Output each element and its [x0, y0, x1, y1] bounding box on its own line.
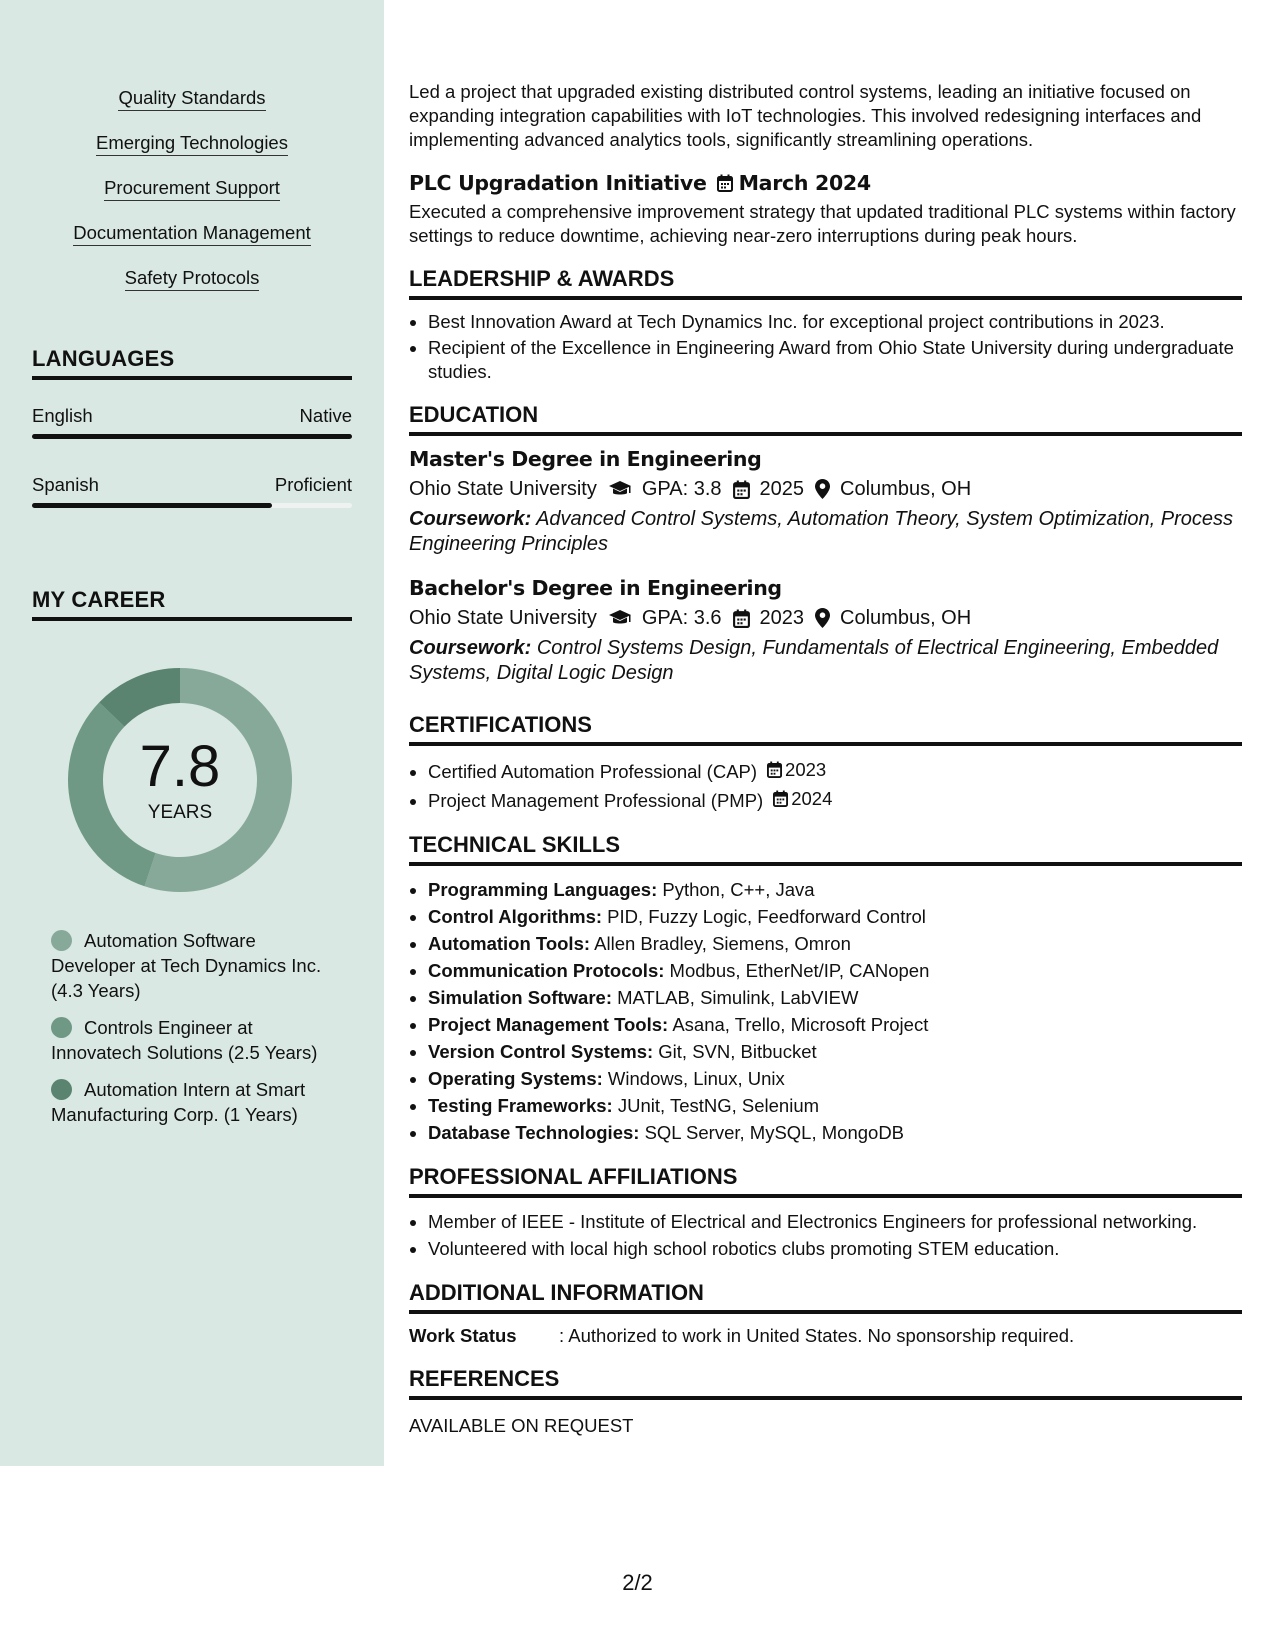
- skill-value: MATLAB, Simulink, LabVIEW: [617, 987, 859, 1008]
- location-pin-icon: [815, 608, 830, 628]
- degree-title: Bachelor's Degree in Engineering: [409, 576, 782, 600]
- skill-label: Database Technologies:: [428, 1122, 640, 1143]
- degree-coursework: [409, 636, 1242, 686]
- degree-year: 2023: [759, 607, 805, 629]
- list-item: [428, 1065, 1242, 1092]
- career-total: 7.8: [139, 734, 221, 799]
- skill-label: Programming Languages:: [428, 879, 658, 900]
- coursework-text: Control Systems Design, Fundamentals of Electrical Engineering, Embedded Systems, Digital Logic Design: [409, 637, 1219, 684]
- career-unit: YEARS: [147, 802, 213, 823]
- language-level: Native: [299, 405, 352, 426]
- list-item: [428, 876, 1242, 903]
- legend-label: Automation Intern at Smart Manufacturing Corp. (1 Years): [51, 1079, 306, 1125]
- references-text: AVAILABLE ON REQUEST: [409, 1415, 634, 1436]
- graduation-cap-icon: [608, 609, 632, 627]
- skill-link[interactable]: Emerging Technologies: [96, 131, 288, 156]
- list-item: [428, 1092, 1242, 1119]
- skill-link[interactable]: Documentation Management: [73, 221, 311, 246]
- skill-label: Version Control Systems:: [428, 1041, 654, 1062]
- certification-year: 2024: [791, 788, 833, 809]
- technical-skills-list: [409, 876, 1242, 1146]
- calendar-icon: [773, 790, 788, 807]
- list-item: [428, 1011, 1242, 1038]
- school-name: Ohio State University: [409, 607, 597, 629]
- page-number: 2/2: [622, 1570, 653, 1595]
- skill-label: Project Management Tools:: [428, 1014, 669, 1035]
- skill-label: Operating Systems:: [428, 1068, 603, 1089]
- languages-heading: LANGUAGES: [32, 346, 352, 380]
- degree-location: Columbus, OH: [840, 478, 972, 500]
- legend-label: Automation Software Developer at Tech Dynamics Inc. (4.3 Years): [51, 930, 322, 1001]
- career-legend: [51, 928, 341, 1139]
- skill-label: Automation Tools:: [428, 933, 591, 954]
- additional-info-heading: ADDITIONAL INFORMATION: [409, 1280, 1242, 1314]
- language-bar-fill: [32, 503, 272, 508]
- coursework-text: Advanced Control Systems, Automation Theory, System Optimization, Process Engineering Principles: [409, 508, 1234, 555]
- skill-value: Asana, Trello, Microsoft Project: [672, 1014, 929, 1035]
- technical-skills-heading: TECHNICAL SKILLS: [409, 832, 1242, 866]
- legend-item: [51, 1015, 341, 1065]
- skill-value: Allen Bradley, Siemens, Omron: [594, 933, 851, 954]
- location-pin-icon: [815, 479, 830, 499]
- language-name: English: [32, 405, 93, 426]
- list-item: • Volunteered with local high school robotics clubs promoting STEM education.: [428, 1235, 1242, 1262]
- calendar-icon: [717, 171, 733, 195]
- work-status-row: [409, 1324, 1242, 1348]
- list-item: [428, 930, 1242, 957]
- degree-coursework: [409, 507, 1242, 557]
- language-row: [32, 474, 352, 496]
- main-content: [409, 80, 1242, 1438]
- list-item: [428, 957, 1242, 984]
- certifications-heading: CERTIFICATIONS: [409, 712, 1242, 746]
- project-description: Executed a comprehensive improvement strategy that updated traditional PLC systems within factory settings to reduce downtime, achieving near-zero interruptions during peak hours.: [409, 201, 1236, 246]
- career-donut-chart: [66, 666, 294, 894]
- list-item: [428, 756, 1242, 785]
- skill-link[interactable]: Procurement Support: [104, 176, 280, 201]
- language-bar: [32, 503, 352, 508]
- list-item: • Recipient of the Excellence in Engineering Award from Ohio State University during undergraduate studies.: [428, 336, 1242, 384]
- project-title: PLC Upgradation Initiative: [409, 171, 707, 195]
- skill-value: JUnit, TestNG, Selenium: [617, 1095, 820, 1116]
- skill-link[interactable]: Quality Standards: [118, 86, 265, 111]
- work-status-value: : Authorized to work in United States. No sponsorship required.: [559, 1325, 1075, 1346]
- list-item: • Member of IEEE - Institute of Electrical and Electronics Engineers for professional networking.: [428, 1208, 1242, 1235]
- project-intro: Led a project that upgraded existing distributed control systems, leading an initiative focused on expanding integration capabilities with IoT technologies. This involved redesigning interfaces and implementing advanced analytics tools, significantly streamlining operations.: [409, 81, 1202, 150]
- certifications-list: [409, 756, 1242, 814]
- language-name: Spanish: [32, 474, 99, 495]
- degree-block: [409, 446, 1242, 557]
- skill-value: Git, SVN, Bitbucket: [658, 1041, 817, 1062]
- certification-year: 2023: [785, 759, 827, 780]
- skill-link[interactable]: Safety Protocols: [125, 266, 260, 291]
- legend-dot: [51, 930, 72, 951]
- legend-dot: [51, 1079, 72, 1100]
- degree-block: [409, 575, 1242, 686]
- coursework-label: Coursework:: [409, 508, 532, 530]
- list-item: [428, 785, 1242, 814]
- affiliations-heading: PROFESSIONAL AFFILIATIONS: [409, 1164, 1242, 1198]
- skill-value: SQL Server, MySQL, MongoDB: [644, 1122, 905, 1143]
- references-heading: REFERENCES: [409, 1366, 1242, 1400]
- skill-label: Testing Frameworks:: [428, 1095, 613, 1116]
- skill-value: Windows, Linux, Unix: [607, 1068, 785, 1089]
- degree-meta: [409, 605, 1242, 631]
- legend-dot: [51, 1017, 72, 1038]
- legend-label: Controls Engineer at Innovatech Solutions (2.5 Years): [51, 1017, 318, 1063]
- work-status-label: Work Status: [409, 1325, 517, 1346]
- skill-label: Communication Protocols:: [428, 960, 665, 981]
- calendar-icon: [767, 761, 782, 778]
- project-title-row: [409, 170, 1242, 196]
- language-level: Proficient: [274, 474, 352, 495]
- affiliations-list: [409, 1208, 1242, 1262]
- degree-year: 2025: [759, 478, 805, 500]
- degree-meta: [409, 476, 1242, 502]
- certification-name: Project Management Professional (PMP): [428, 790, 764, 811]
- language-row: [32, 405, 352, 427]
- education-heading: EDUCATION: [409, 402, 1242, 436]
- school-name: Ohio State University: [409, 478, 597, 500]
- skill-value: PID, Fuzzy Logic, Feedforward Control: [607, 906, 926, 927]
- skill-value: Modbus, EtherNet/IP, CANopen: [669, 960, 930, 981]
- skill-label: Simulation Software:: [428, 987, 612, 1008]
- leadership-heading: LEADERSHIP & AWARDS: [409, 266, 1242, 300]
- legend-item: [51, 1077, 341, 1127]
- calendar-icon: [733, 609, 750, 628]
- list-item: [428, 1119, 1242, 1146]
- language-bar: [32, 434, 352, 439]
- degree-gpa: GPA: 3.8: [641, 478, 722, 500]
- sidebar: [0, 0, 384, 1466]
- language-bar-fill: [32, 434, 352, 439]
- degree-gpa: GPA: 3.6: [641, 607, 722, 629]
- legend-item: [51, 928, 341, 1003]
- list-item: • Best Innovation Award at Tech Dynamics Inc. for exceptional project contributions in 2023.: [428, 310, 1242, 334]
- career-heading: MY CAREER: [32, 587, 352, 621]
- degree-location: Columbus, OH: [840, 607, 972, 629]
- certification-name: Certified Automation Professional (CAP): [428, 761, 758, 782]
- coursework-label: Coursework:: [409, 637, 532, 659]
- skill-value: Python, C++, Java: [662, 879, 815, 900]
- list-item: [428, 1038, 1242, 1065]
- list-item: [428, 903, 1242, 930]
- calendar-icon: [733, 480, 750, 499]
- degree-title: Master's Degree in Engineering: [409, 447, 762, 471]
- leadership-list: [409, 310, 1242, 384]
- career-donut-svg: [66, 666, 294, 894]
- project-date: March 2024: [738, 171, 871, 195]
- skill-list: [0, 86, 384, 311]
- graduation-cap-icon: [608, 480, 632, 498]
- list-item: [428, 984, 1242, 1011]
- skill-label: Control Algorithms:: [428, 906, 603, 927]
